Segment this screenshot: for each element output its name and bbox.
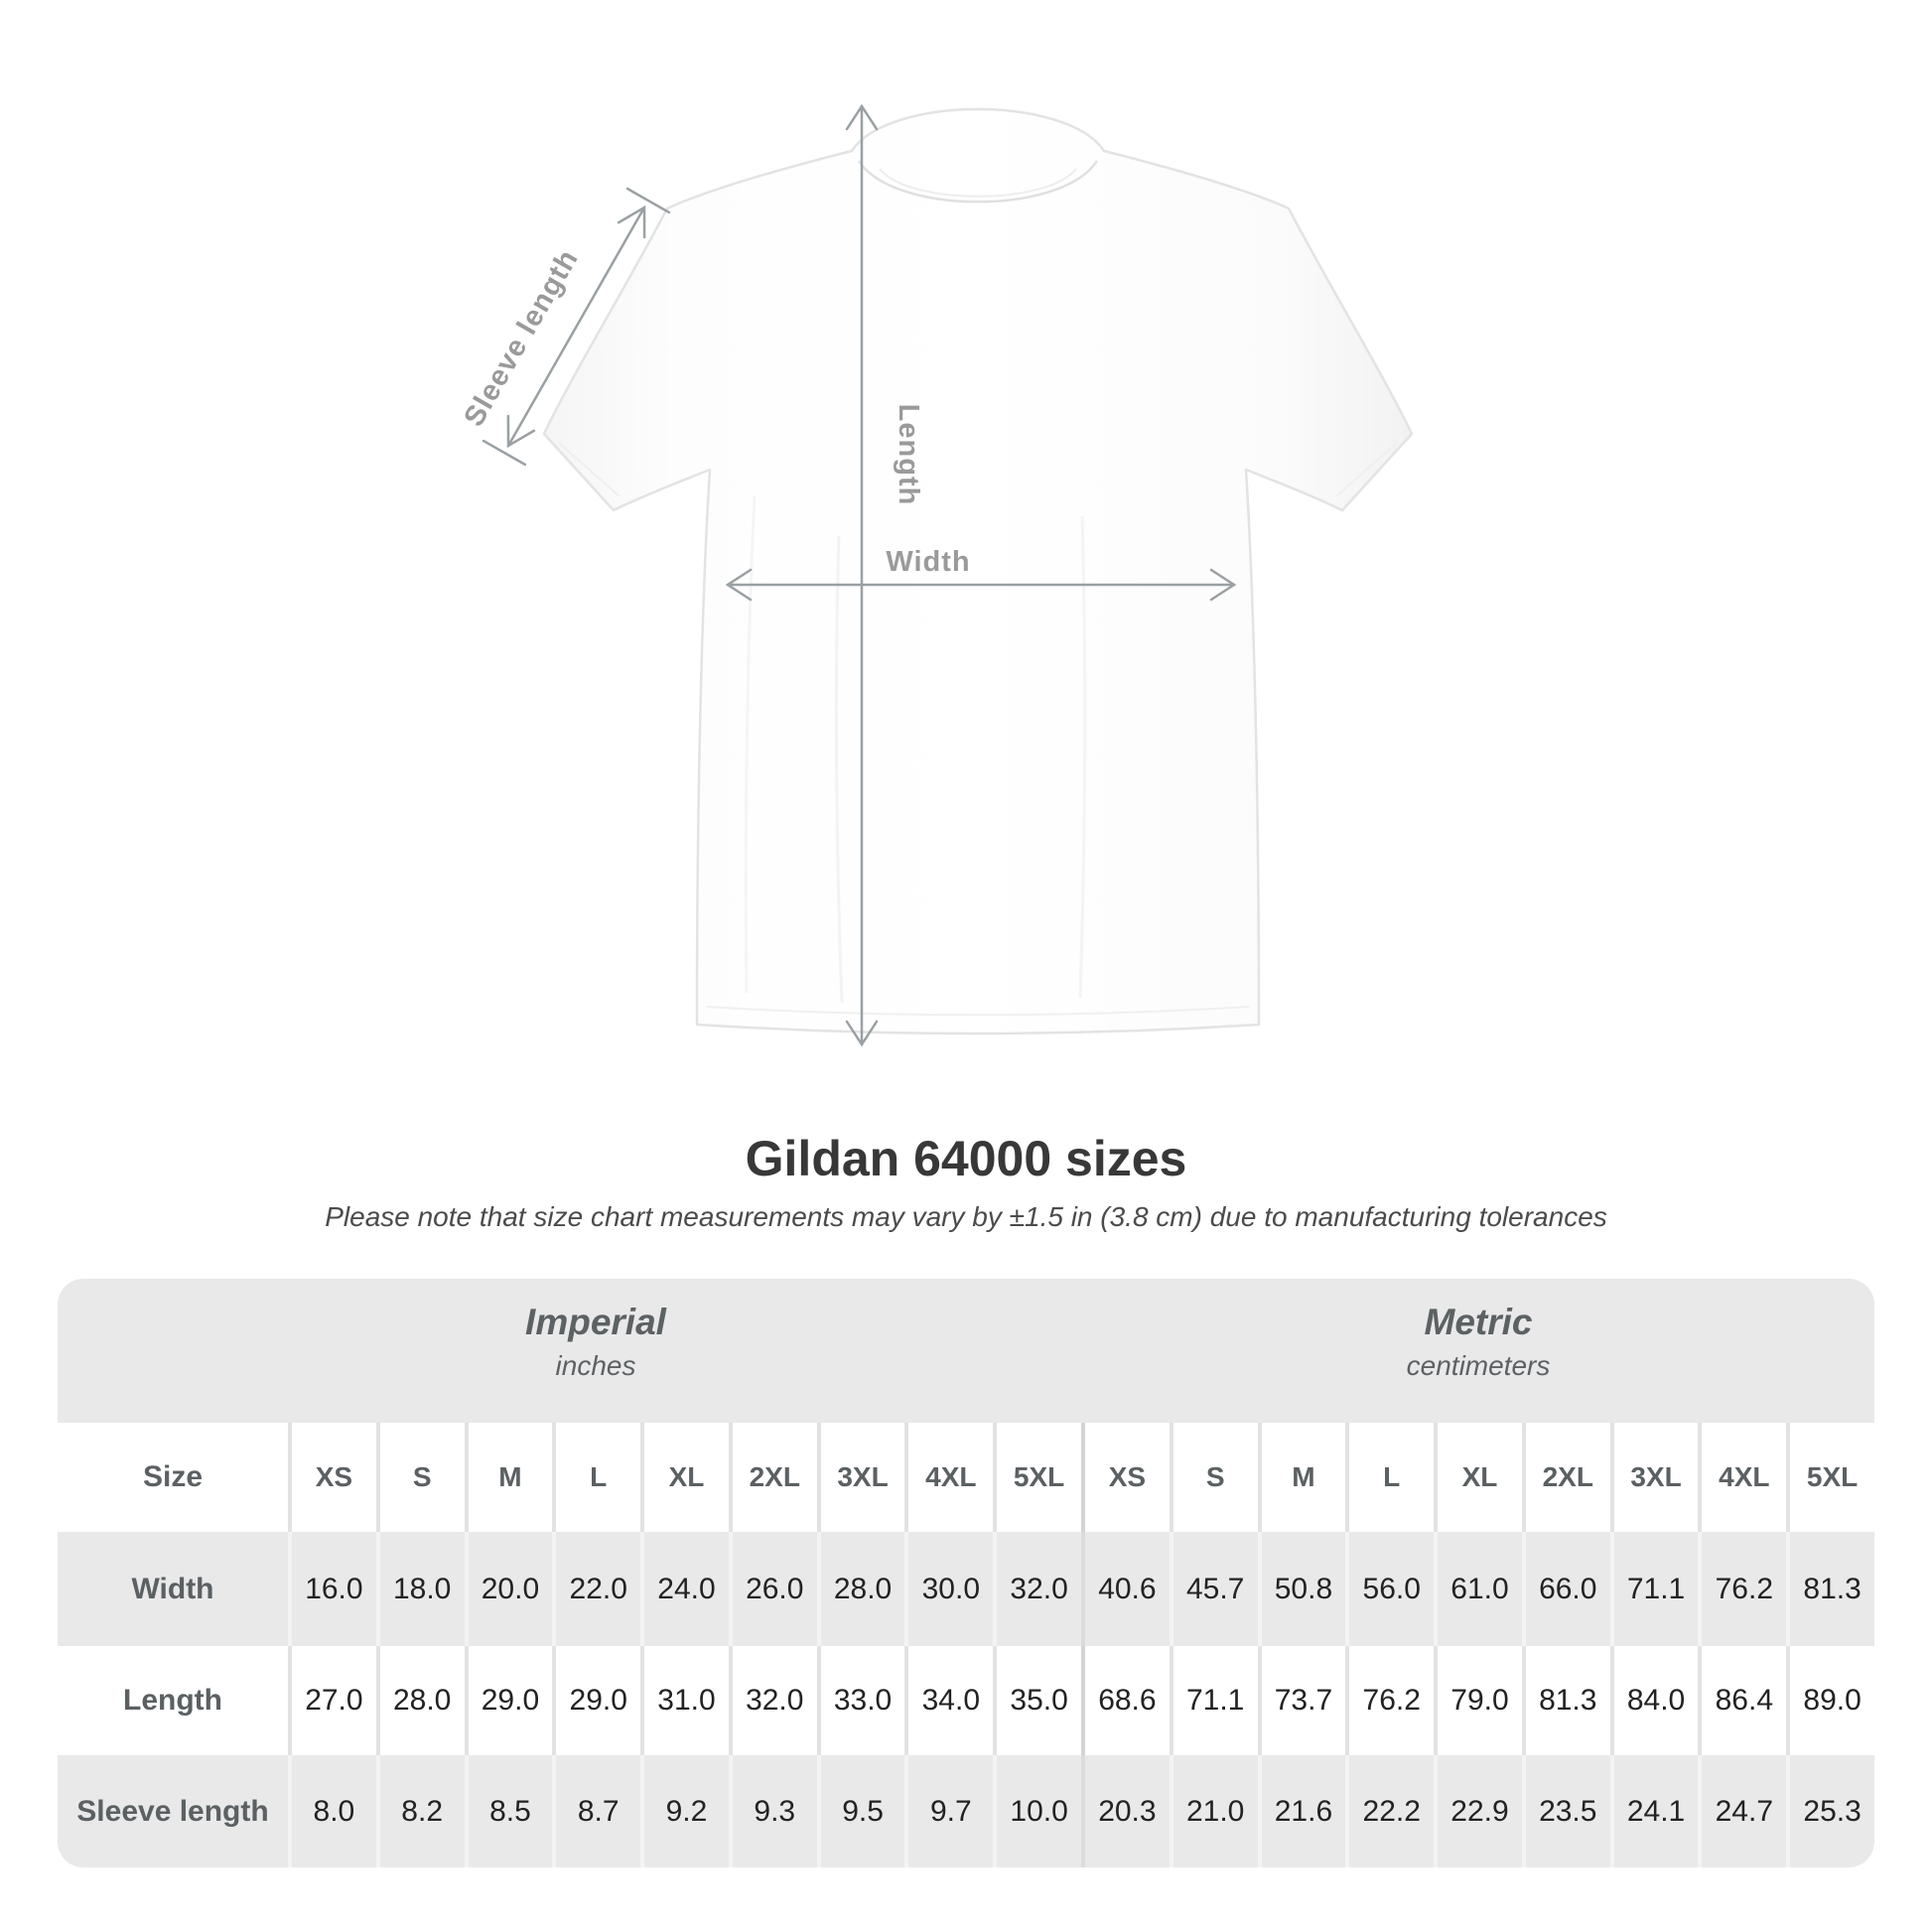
size-value-cell: 76.2 xyxy=(1345,1646,1434,1755)
size-column-header: 4XL xyxy=(904,1423,993,1532)
size-value-cell: 28.0 xyxy=(817,1532,905,1646)
size-column-header: S xyxy=(376,1423,465,1532)
width-row xyxy=(58,1532,1874,1646)
size-value-cell: 25.3 xyxy=(1786,1755,1874,1867)
size-value-cell: 24.0 xyxy=(640,1532,729,1646)
sleeve-length-row-label: Sleeve length xyxy=(76,1794,269,1828)
size-value-cell: 29.0 xyxy=(552,1646,640,1755)
size-value-cell: 86.4 xyxy=(1698,1646,1786,1755)
length-row-label: Length xyxy=(123,1684,222,1717)
size-header-row xyxy=(58,1423,1874,1532)
size-column-header: L xyxy=(552,1423,640,1532)
size-column-header: M xyxy=(465,1423,553,1532)
size-value-cell: 20.0 xyxy=(465,1532,553,1646)
size-value-cell: 9.2 xyxy=(640,1755,729,1867)
size-value-cell: 81.3 xyxy=(1522,1646,1610,1755)
size-value-cell: 32.0 xyxy=(729,1646,817,1755)
size-column-header: L xyxy=(1345,1423,1434,1532)
size-value-cell: 30.0 xyxy=(904,1532,993,1646)
size-value-cell: 27.0 xyxy=(288,1646,376,1755)
size-value-cell: 18.0 xyxy=(376,1532,465,1646)
size-value-cell: 16.0 xyxy=(288,1532,376,1646)
size-value-cell: 8.5 xyxy=(465,1755,553,1867)
size-value-cell: 89.0 xyxy=(1786,1646,1874,1755)
sleeve-length-row xyxy=(58,1755,1874,1867)
size-value-cell: 35.0 xyxy=(993,1646,1081,1755)
size-value-cell: 23.5 xyxy=(1522,1755,1610,1867)
size-value-cell: 26.0 xyxy=(729,1532,817,1646)
page-title: Gildan 64000 sizes xyxy=(745,1131,1187,1186)
size-column-header: S xyxy=(1170,1423,1258,1532)
size-value-cell: 32.0 xyxy=(993,1532,1081,1646)
imperial-header xyxy=(525,1299,666,1386)
size-value-cell: 34.0 xyxy=(904,1646,993,1755)
width-row-label: Width xyxy=(131,1572,214,1605)
size-value-cell: 29.0 xyxy=(465,1646,553,1755)
size-column-header: 2XL xyxy=(1522,1423,1610,1532)
size-column-header: XL xyxy=(1434,1423,1522,1532)
size-value-cell: 9.5 xyxy=(817,1755,905,1867)
metric-name: Metric xyxy=(1424,1302,1533,1342)
size-column-header: 2XL xyxy=(729,1423,817,1532)
width-label: Width xyxy=(886,546,971,578)
size-column-header: M xyxy=(1258,1423,1346,1532)
size-value-cell: 24.7 xyxy=(1698,1755,1786,1867)
size-column-header: 3XL xyxy=(1610,1423,1699,1532)
size-value-cell: 68.6 xyxy=(1081,1646,1170,1755)
size-value-cell: 20.3 xyxy=(1081,1755,1170,1867)
size-value-cell: 8.2 xyxy=(376,1755,465,1867)
size-value-cell: 79.0 xyxy=(1434,1646,1522,1755)
metric-header xyxy=(1407,1299,1551,1386)
unit-header-band xyxy=(58,1279,1874,1423)
page-subtitle: Please note that size chart measurements may vary by ±1.5 in (3.8 cm) due to manufacturing tolerances xyxy=(325,1201,1607,1232)
size-value-cell: 73.7 xyxy=(1258,1646,1346,1755)
size-value-cell: 76.2 xyxy=(1698,1532,1786,1646)
size-column-header: XL xyxy=(640,1423,729,1532)
size-value-cell: 22.0 xyxy=(552,1532,640,1646)
metric-unit: centimeters xyxy=(1406,1350,1551,1381)
size-value-cell: 71.1 xyxy=(1170,1646,1258,1755)
length-label: Length xyxy=(893,403,924,506)
size-value-cell: 8.0 xyxy=(288,1755,376,1867)
size-value-cell: 24.1 xyxy=(1610,1755,1699,1867)
size-value-cell: 21.0 xyxy=(1170,1755,1258,1867)
size-value-cell: 9.3 xyxy=(729,1755,817,1867)
size-column-header: 5XL xyxy=(993,1423,1081,1532)
size-column-header: 3XL xyxy=(817,1423,905,1532)
sleeve-length-label: Sleeve length xyxy=(458,243,586,433)
imperial-name: Imperial xyxy=(525,1302,666,1342)
size-value-cell: 9.7 xyxy=(904,1755,993,1867)
size-value-cell: 28.0 xyxy=(376,1646,465,1755)
size-value-cell: 61.0 xyxy=(1434,1532,1522,1646)
size-value-cell: 21.6 xyxy=(1258,1755,1346,1867)
tshirt-graphic xyxy=(544,109,1412,1034)
size-value-cell: 22.9 xyxy=(1434,1755,1522,1867)
size-column-header: 5XL xyxy=(1786,1423,1874,1532)
size-value-cell: 81.3 xyxy=(1786,1532,1874,1646)
length-row xyxy=(58,1646,1874,1755)
size-value-cell: 71.1 xyxy=(1610,1532,1699,1646)
size-value-cell: 22.2 xyxy=(1345,1755,1434,1867)
size-value-cell: 8.7 xyxy=(552,1755,640,1867)
size-value-cell: 50.8 xyxy=(1258,1532,1346,1646)
size-column-header: XS xyxy=(1081,1423,1170,1532)
size-value-cell: 45.7 xyxy=(1170,1532,1258,1646)
imperial-unit: inches xyxy=(555,1350,636,1381)
size-value-cell: 84.0 xyxy=(1610,1646,1699,1755)
size-value-cell: 31.0 xyxy=(640,1646,729,1755)
size-value-cell: 33.0 xyxy=(817,1646,905,1755)
size-value-cell: 10.0 xyxy=(993,1755,1081,1867)
size-corner-label: Size xyxy=(142,1460,204,1493)
size-chart-table xyxy=(58,1279,1874,1867)
size-value-cell: 56.0 xyxy=(1345,1532,1434,1646)
size-column-header: 4XL xyxy=(1698,1423,1786,1532)
size-value-cell: 40.6 xyxy=(1081,1532,1170,1646)
size-value-cell: 66.0 xyxy=(1522,1532,1610,1646)
size-column-header: XS xyxy=(288,1423,376,1532)
